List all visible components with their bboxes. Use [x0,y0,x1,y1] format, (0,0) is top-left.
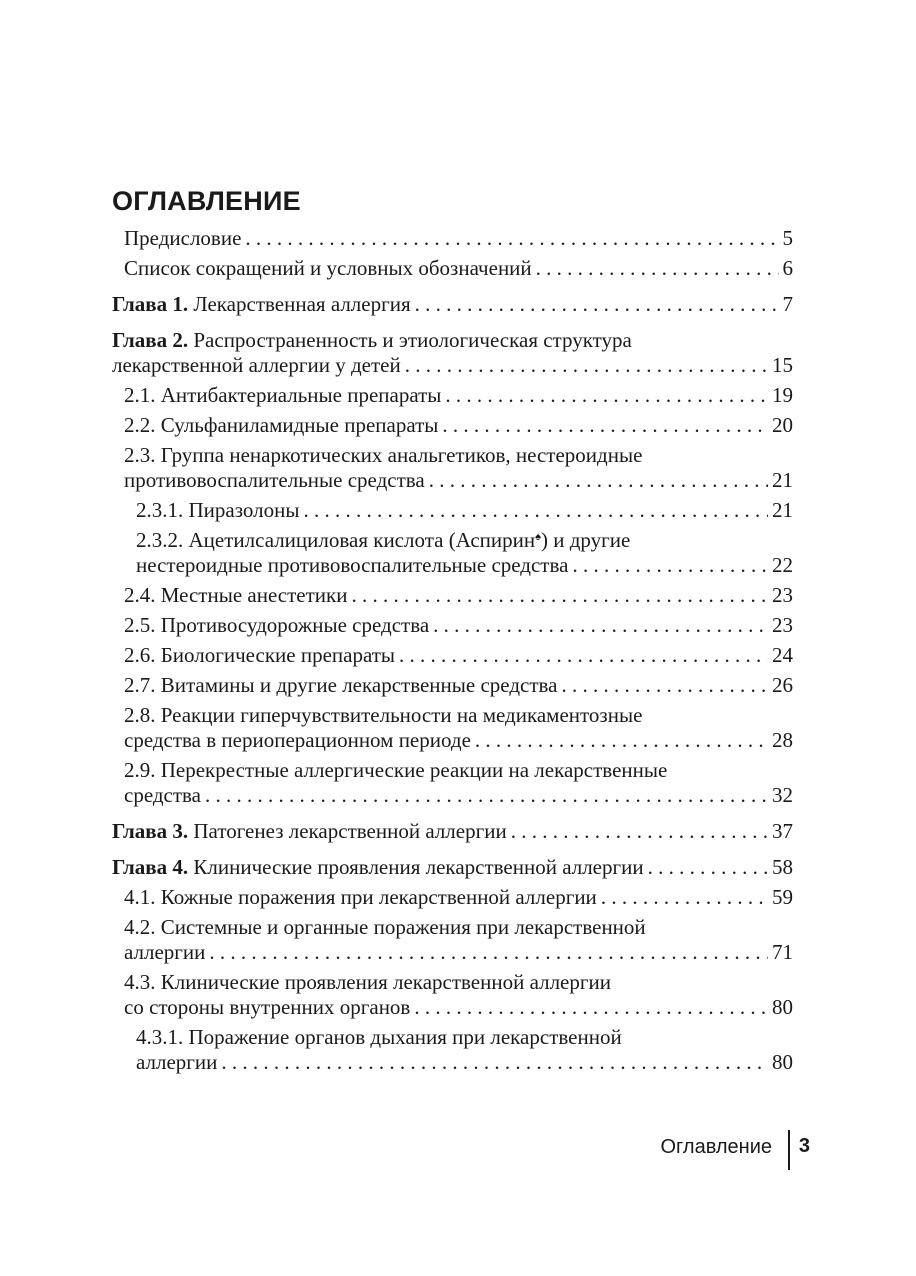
toc-entry-2-3[interactable] [112,443,793,493]
toc-entry-title: 2.2. Сульфаниламидные препараты [124,413,439,437]
dot-leader [511,819,768,844]
toc-entry-title: 2.4. Местные анестетики [124,583,348,607]
toc-entry-4-2[interactable] [112,915,793,965]
dot-leader [209,940,768,965]
toc-entry-title-cont: аллергии [136,1050,218,1074]
toc-page-number: 20 [772,413,793,437]
toc-entry-title-cont: со стороны внутренних органов [124,995,411,1019]
toc-entry-2-4[interactable] [112,583,793,608]
toc-entry-title: 2.9. Перекрестные аллергические реакции на лекарственные [124,758,668,782]
dot-leader [648,855,768,880]
dot-leader [601,885,768,910]
toc-entry-title: 4.3.1. Поражение органов дыхания при лекарственной [136,1025,622,1049]
toc-entry-title-cont: противовоспалительные средства [124,468,425,492]
dot-leader [442,413,768,438]
dot-leader [433,613,768,638]
toc-entry-abbreviations[interactable] [112,256,793,281]
toc-entry-title-rest: ) и другие [540,528,631,552]
page-footer [600,1130,810,1170]
toc-page-number: 23 [772,583,793,607]
toc-entry-chapter-4[interactable] [112,855,793,880]
toc-entry-2-2[interactable] [112,413,793,438]
toc-entry-title: 4.1. Кожные поражения при лекарственной аллергии [124,885,597,909]
toc-entry-title: Распространенность и этиологическая структура [193,328,632,352]
registered-mark-icon: ♠ [535,531,541,543]
toc-page-number: 37 [772,819,793,843]
toc-page-number: 21 [772,498,793,522]
dot-leader [561,673,768,698]
toc-entry-chapter-3[interactable] [112,819,793,844]
toc-entry-title: 2.5. Противосудорожные средства [124,613,430,637]
chapter-label: Глава 4. [112,855,189,879]
toc-entry-title: Лекарственная аллергия [193,292,411,316]
toc-entry-4-1[interactable] [112,885,793,910]
toc-page-number: 7 [782,292,793,316]
toc-entry-2-9[interactable] [112,758,793,808]
toc-entry-title: 2.3.2. Ацетилсалициловая кислота (Аспирин [136,528,536,552]
dot-leader [351,583,768,608]
toc-entry-title-cont: лекарственной аллергии у детей [112,353,401,377]
toc-page-number: 59 [772,885,793,909]
toc-entry-title: 2.7. Витамины и другие лекарственные средства [124,673,558,697]
toc-entry-2-1[interactable] [112,383,793,408]
dot-leader [405,353,768,378]
toc-entry-2-3-2[interactable] [112,528,793,578]
toc-page-number: 26 [772,673,793,697]
toc-entry-title: Предисловие [124,226,242,250]
toc-entry-title: 4.3. Клинические проявления лекарственной аллергии [124,970,611,994]
toc-page-number: 6 [782,256,793,280]
toc-page-number: 24 [772,643,793,667]
toc-page-number: 23 [772,613,793,637]
chapter-label: Глава 2. [112,328,189,352]
toc-page-number: 15 [772,353,793,377]
dot-leader [415,292,779,317]
toc-entry-2-7[interactable] [112,673,793,698]
table-of-contents [112,226,793,1075]
toc-entry-2-6[interactable] [112,643,793,668]
toc-entry-title-cont: нестероидные противовоспалительные средства [136,553,569,577]
dot-leader [399,643,768,668]
toc-entry-title: Список сокращений и условных обозначений [124,256,532,280]
toc-page-number: 71 [772,940,793,964]
toc-entry-chapter-1[interactable] [112,292,793,317]
dot-leader [572,553,768,578]
page-title: ОГЛАВЛЕНИЕ [112,186,301,216]
toc-page-number: 58 [772,855,793,879]
toc-page-number: 32 [772,783,793,807]
dot-leader [475,728,768,753]
toc-entry-chapter-2[interactable] [112,328,793,378]
chapter-label: Глава 1. [112,292,189,316]
toc-entry-title: 2.3.1. Пиразолоны [136,498,300,522]
dot-leader [445,383,768,408]
toc-entry-title: 4.2. Системные и органные поражения при лекарственной [124,915,646,939]
toc-entry-title-cont: средства в периоперационном периоде [124,728,471,752]
footer-divider [788,1130,790,1170]
toc-page-number: 21 [772,468,793,492]
toc-entry-preface[interactable] [112,226,793,251]
toc-entry-4-3[interactable] [112,970,793,1020]
toc-entry-title: 2.6. Биологические препараты [124,643,396,667]
toc-entry-title-cont: аллергии [124,940,206,964]
toc-page-number: 22 [772,553,793,577]
dot-leader [429,468,768,493]
toc-entry-2-3-1[interactable] [112,498,793,523]
toc-entry-title: Патогенез лекарственной аллергии [193,819,507,843]
toc-entry-title: Клинические проявления лекарственной аллергии [193,855,644,879]
chapter-label: Глава 3. [112,819,189,843]
page-number: 3 [798,1135,810,1157]
toc-entry-title: 2.1. Антибактериальные препараты [124,383,442,407]
toc-page-number: 80 [772,1050,793,1074]
toc-entry-title: 2.8. Реакции гиперчувствительности на медикаментозные [124,703,643,727]
dot-leader [221,1050,768,1075]
running-head: Оглавление [660,1136,772,1158]
toc-entry-title: 2.3. Группа ненаркотических анальгетиков, нестероидные [124,443,643,467]
dot-leader [414,995,768,1020]
dot-leader [245,226,778,251]
toc-page-number: 80 [772,995,793,1019]
dot-leader [303,498,768,523]
dot-leader [536,256,779,281]
toc-entry-4-3-1[interactable] [112,1025,793,1075]
toc-entry-2-8[interactable] [112,703,793,753]
dot-leader [205,783,768,808]
toc-page-number: 5 [782,226,793,250]
toc-entry-2-5[interactable] [112,613,793,638]
toc-page-number: 28 [772,728,793,752]
toc-page-number: 19 [772,383,793,407]
toc-entry-title-cont: средства [124,783,202,807]
